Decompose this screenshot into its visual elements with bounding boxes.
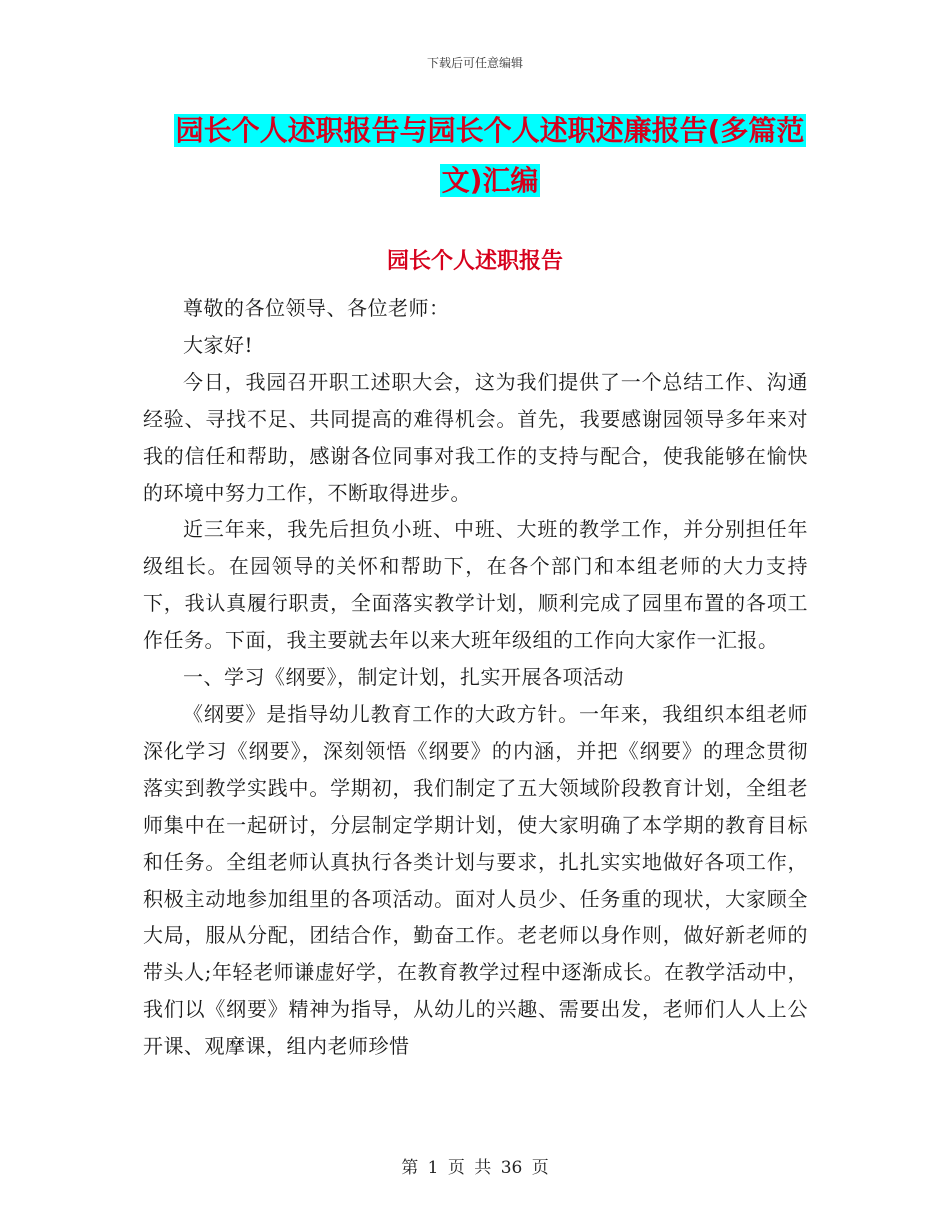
document-title-line-1: 园长个人述职报告与园长个人述职述廉报告(多篇范 (175, 114, 805, 147)
document-title-line-2: 文)汇编 (441, 164, 539, 197)
page-header-note: 下载后可任意编辑 (426, 56, 523, 70)
salutation: 尊敬的各位领导、各位老师： (183, 296, 450, 320)
paragraph-outline-study: 《纲要》是指导幼儿教育工作的大政方针。一年来，我组织本组老师深化学习《纲要》，深刻领悟《纲要》的内涵，并把《纲要》的理念贯彻落实到教学实践中。学期初，我们制定了五大领域阶段教育计划，全组老师集中在一起研讨，分层制定学期计划，使大家明确了本学期的教育目标和任务。全组老师认真执行各类计划与要求，扎扎实实地做好各项工作，积极主动地参加组里的各项活动。面对人员少、任务重的现状，大家顾全大局，服从分配，团结合作，勤奋工作。老老师以身作则，做好新老师的带头人;年轻老师谦虚好学，在教育教学过程中逐渐成长。在教学活动中，我们以《纲要》精神为指导，从幼儿的兴趣、需要出发，老师们人人上公开课、观摩课，组内老师珍惜 (143, 701, 808, 1059)
greeting: 大家好! (183, 332, 254, 357)
subheading-one: 一、学习《纲要》，制定计划，扎实开展各项活动 (183, 665, 624, 690)
paragraph-intro: 今日，我园召开职工述职大会，这为我们提供了一个总结工作、沟通经验、寻找不足、共同提高的难得机会。首先，我要感谢园领导多年来对我的信任和帮助，感谢各位同事对我工作的支持与配合，使我能够在愉快的环境中努力工作，不断取得进步。 (143, 369, 808, 505)
document-body (143, 290, 808, 1065)
paragraph-overview: 近三年来，我先后担负小班、中班、大班的教学工作，并分别担任年级组长。在园领导的关怀和帮助下，在各个部门和本组老师的大力支持下，我认真履行职责，全面落实教学计划，顺利完成了园里布置的各项工作任务。下面，我主要就去年以来大班年级组的工作向大家作一汇报。 (143, 517, 808, 653)
section-title: 园长个人述职报告 (386, 249, 563, 274)
document-title (140, 106, 840, 206)
page-footer-number: 第 1 页 共 36 页 (401, 1158, 549, 1178)
